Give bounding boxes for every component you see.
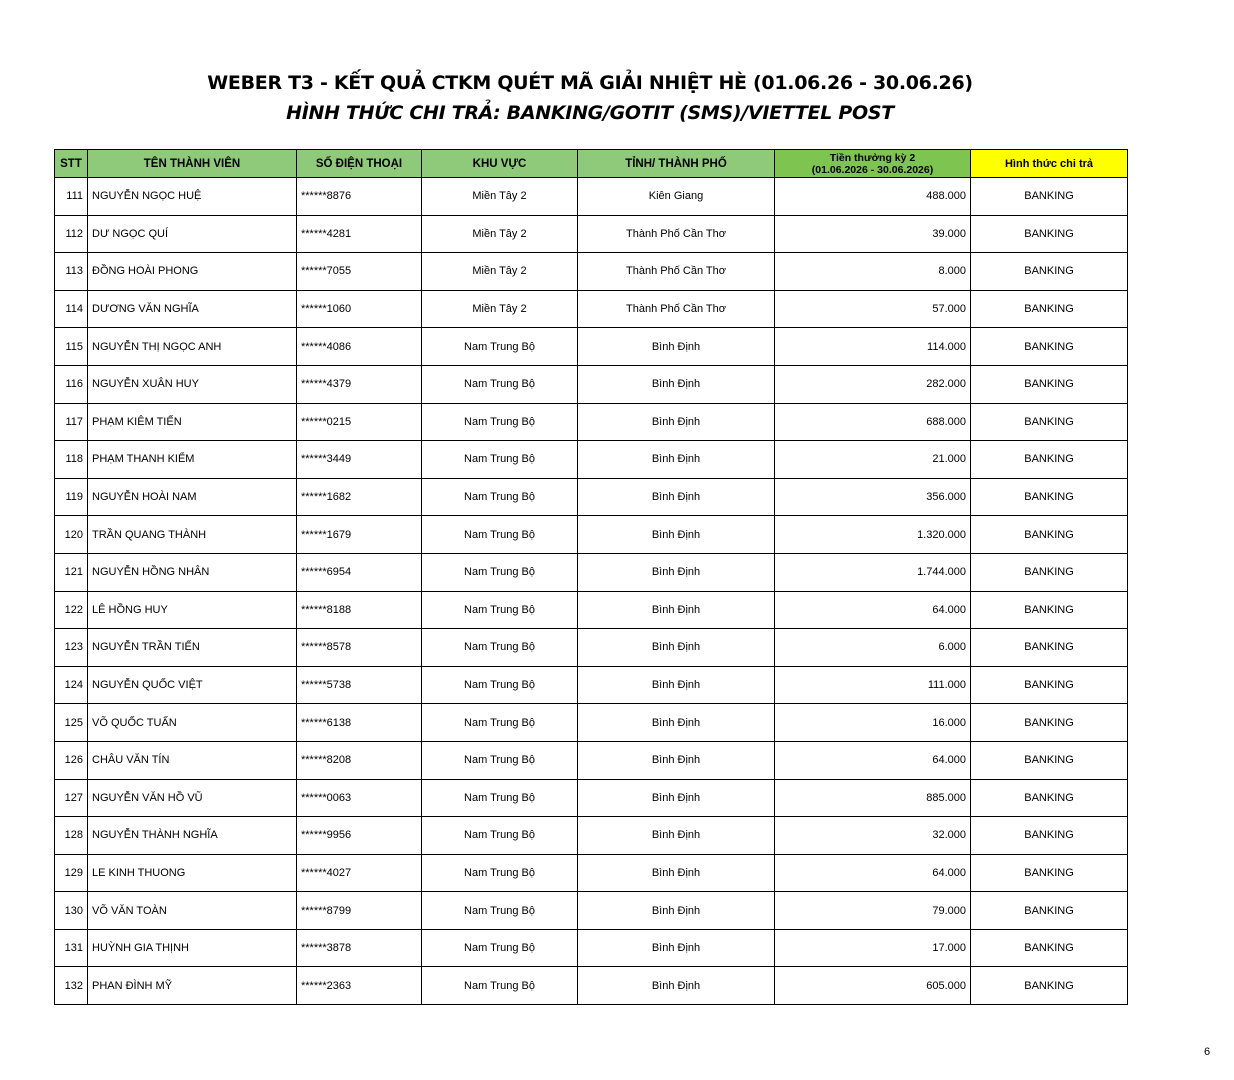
cell-region: Nam Trung Bộ: [422, 892, 578, 930]
cell-phone: ******6138: [297, 704, 422, 742]
cell-reward-amount: 8.000: [775, 253, 971, 291]
cell-member-name: VÕ VĂN TOÀN: [88, 892, 297, 930]
header-stt: STT: [55, 150, 88, 178]
cell-stt: 119: [55, 478, 88, 516]
cell-region: Nam Trung Bộ: [422, 328, 578, 366]
document-subtitle: HÌNH THỨC CHI TRẢ: BANKING/GOTIT (SMS)/VIETTEL POST: [286, 102, 894, 124]
cell-phone: ******8876: [297, 178, 422, 216]
cell-payment-method: BANKING: [971, 666, 1128, 704]
table-row: [55, 328, 1128, 366]
cell-member-name: NGUYỄN VĂN HỒ VŨ: [88, 779, 297, 817]
cell-phone: ******4379: [297, 365, 422, 403]
table-header: [55, 150, 1128, 178]
table-row: [55, 290, 1128, 328]
cell-reward-amount: 64.000: [775, 741, 971, 779]
cell-payment-method: BANKING: [971, 478, 1128, 516]
cell-phone: ******0215: [297, 403, 422, 441]
cell-province: Bình Định: [578, 516, 775, 554]
cell-payment-method: BANKING: [971, 704, 1128, 742]
cell-stt: 126: [55, 741, 88, 779]
cell-region: Nam Trung Bộ: [422, 929, 578, 967]
table-row: [55, 253, 1128, 291]
cell-member-name: HUỲNH GIA THỊNH: [88, 929, 297, 967]
cell-stt: 121: [55, 553, 88, 591]
cell-member-name: PHẠM KIÊM TIẾN: [88, 403, 297, 441]
table-row: [55, 365, 1128, 403]
cell-payment-method: BANKING: [971, 741, 1128, 779]
table-row: [55, 403, 1128, 441]
cell-region: Nam Trung Bộ: [422, 779, 578, 817]
header-reward-line2: (01.06.2026 - 30.06.2026): [811, 163, 934, 176]
cell-province: Bình Định: [578, 967, 775, 1005]
cell-stt: 116: [55, 365, 88, 403]
cell-member-name: NGUYỄN XUÂN HUY: [88, 365, 297, 403]
cell-stt: 125: [55, 704, 88, 742]
cell-region: Nam Trung Bộ: [422, 854, 578, 892]
cell-stt: 117: [55, 403, 88, 441]
cell-reward-amount: 605.000: [775, 967, 971, 1005]
cell-region: Nam Trung Bộ: [422, 403, 578, 441]
cell-stt: 132: [55, 967, 88, 1005]
document-title: WEBER T3 - KẾT QUẢ CTKM QUÉT MÃ GIẢI NHIỆT HÈ (01.06.26 - 30.06.26): [207, 72, 973, 94]
table-row: [55, 516, 1128, 554]
cell-stt: 124: [55, 666, 88, 704]
results-table: [54, 149, 1128, 1005]
cell-province: Bình Định: [578, 704, 775, 742]
cell-payment-method: BANKING: [971, 215, 1128, 253]
cell-member-name: LÊ HỒNG HUY: [88, 591, 297, 629]
cell-stt: 118: [55, 441, 88, 479]
cell-reward-amount: 356.000: [775, 478, 971, 516]
cell-phone: ******5738: [297, 666, 422, 704]
header-row: [55, 150, 1128, 178]
cell-payment-method: BANKING: [971, 328, 1128, 366]
cell-stt: 113: [55, 253, 88, 291]
header-payment: Hình thức chi trả: [971, 150, 1128, 178]
cell-member-name: NGUYỄN THÀNH NGHĨA: [88, 817, 297, 855]
cell-reward-amount: 16.000: [775, 704, 971, 742]
cell-province: Bình Định: [578, 328, 775, 366]
table-row: [55, 441, 1128, 479]
header-reward-line1: Tiền thưởng kỳ 2: [829, 151, 916, 164]
cell-phone: ******1679: [297, 516, 422, 554]
cell-province: Bình Định: [578, 591, 775, 629]
table-row: [55, 629, 1128, 667]
cell-reward-amount: 32.000: [775, 817, 971, 855]
cell-region: Miền Tây 2: [422, 215, 578, 253]
cell-phone: ******4086: [297, 328, 422, 366]
cell-phone: ******4027: [297, 854, 422, 892]
cell-reward-amount: 1.744.000: [775, 553, 971, 591]
cell-region: Nam Trung Bộ: [422, 516, 578, 554]
cell-phone: ******8188: [297, 591, 422, 629]
page-number: 6: [1204, 1046, 1211, 1058]
cell-reward-amount: 17.000: [775, 929, 971, 967]
cell-reward-amount: 282.000: [775, 365, 971, 403]
cell-phone: ******7055: [297, 253, 422, 291]
cell-stt: 128: [55, 817, 88, 855]
cell-reward-amount: 6.000: [775, 629, 971, 667]
cell-reward-amount: 688.000: [775, 403, 971, 441]
cell-province: Bình Định: [578, 441, 775, 479]
cell-member-name: DƯƠNG VĂN NGHĨA: [88, 290, 297, 328]
table-row: [55, 178, 1128, 216]
cell-member-name: DƯ NGỌC QUÍ: [88, 215, 297, 253]
table-row: [55, 817, 1128, 855]
table-row: [55, 929, 1128, 967]
cell-phone: ******6954: [297, 553, 422, 591]
cell-payment-method: BANKING: [971, 253, 1128, 291]
table-row: [55, 591, 1128, 629]
cell-region: Miền Tây 2: [422, 253, 578, 291]
cell-region: Nam Trung Bộ: [422, 365, 578, 403]
cell-province: Bình Định: [578, 365, 775, 403]
table-row: [55, 892, 1128, 930]
cell-stt: 130: [55, 892, 88, 930]
cell-province: Bình Định: [578, 817, 775, 855]
table-body: [55, 178, 1128, 1005]
cell-province: Bình Định: [578, 478, 775, 516]
cell-reward-amount: 79.000: [775, 892, 971, 930]
cell-region: Miền Tây 2: [422, 290, 578, 328]
cell-phone: ******2363: [297, 967, 422, 1005]
cell-province: Thành Phố Cần Thơ: [578, 253, 775, 291]
cell-reward-amount: 488.000: [775, 178, 971, 216]
header-reward: [775, 150, 971, 178]
table-row: [55, 666, 1128, 704]
cell-reward-amount: 57.000: [775, 290, 971, 328]
table-row: [55, 553, 1128, 591]
cell-stt: 111: [55, 178, 88, 216]
cell-member-name: NGUYỄN HỒNG NHÂN: [88, 553, 297, 591]
table-row: [55, 215, 1128, 253]
cell-member-name: LE KINH THUONG: [88, 854, 297, 892]
cell-payment-method: BANKING: [971, 516, 1128, 554]
header-province: TỈNH/ THÀNH PHỐ: [578, 150, 775, 178]
cell-reward-amount: 114.000: [775, 328, 971, 366]
cell-province: Bình Định: [578, 666, 775, 704]
cell-phone: ******3878: [297, 929, 422, 967]
cell-region: Nam Trung Bộ: [422, 591, 578, 629]
cell-reward-amount: 1.320.000: [775, 516, 971, 554]
cell-payment-method: BANKING: [971, 290, 1128, 328]
cell-payment-method: BANKING: [971, 553, 1128, 591]
cell-province: Bình Định: [578, 892, 775, 930]
cell-region: Nam Trung Bộ: [422, 629, 578, 667]
cell-region: Nam Trung Bộ: [422, 704, 578, 742]
cell-payment-method: BANKING: [971, 929, 1128, 967]
cell-payment-method: BANKING: [971, 892, 1128, 930]
cell-phone: ******8799: [297, 892, 422, 930]
cell-member-name: NGUYỄN NGỌC HUỆ: [88, 178, 297, 216]
cell-phone: ******1060: [297, 290, 422, 328]
header-phone: SỐ ĐIỆN THOẠI: [297, 150, 422, 178]
table-row: [55, 967, 1128, 1005]
cell-province: Bình Định: [578, 553, 775, 591]
cell-payment-method: BANKING: [971, 817, 1128, 855]
cell-member-name: CHÂU VĂN TÍN: [88, 741, 297, 779]
cell-reward-amount: 64.000: [775, 591, 971, 629]
table-row: [55, 741, 1128, 779]
cell-stt: 129: [55, 854, 88, 892]
cell-member-name: TRẦN QUANG THÀNH: [88, 516, 297, 554]
cell-member-name: NGUYỄN TRẦN TIẾN: [88, 629, 297, 667]
table-row: [55, 779, 1128, 817]
cell-payment-method: BANKING: [971, 441, 1128, 479]
cell-member-name: PHẠM THANH KIỂM: [88, 441, 297, 479]
cell-reward-amount: 111.000: [775, 666, 971, 704]
cell-stt: 123: [55, 629, 88, 667]
cell-province: Kiên Giang: [578, 178, 775, 216]
cell-phone: ******8208: [297, 741, 422, 779]
cell-province: Bình Định: [578, 779, 775, 817]
table-row: [55, 854, 1128, 892]
cell-stt: 120: [55, 516, 88, 554]
cell-member-name: NGUYỄN THỊ NGỌC ANH: [88, 328, 297, 366]
cell-province: Bình Định: [578, 741, 775, 779]
cell-stt: 127: [55, 779, 88, 817]
header-name: TÊN THÀNH VIÊN: [88, 150, 297, 178]
cell-payment-method: BANKING: [971, 591, 1128, 629]
cell-payment-method: BANKING: [971, 403, 1128, 441]
header-region: KHU VỰC: [422, 150, 578, 178]
cell-region: Nam Trung Bộ: [422, 441, 578, 479]
cell-region: Nam Trung Bộ: [422, 967, 578, 1005]
cell-reward-amount: 885.000: [775, 779, 971, 817]
cell-region: Miền Tây 2: [422, 178, 578, 216]
table-row: [55, 704, 1128, 742]
cell-province: Bình Định: [578, 403, 775, 441]
cell-region: Nam Trung Bộ: [422, 817, 578, 855]
cell-payment-method: BANKING: [971, 779, 1128, 817]
cell-province: Thành Phố Cần Thơ: [578, 290, 775, 328]
cell-member-name: NGUYỄN HOÀI NAM: [88, 478, 297, 516]
cell-reward-amount: 39.000: [775, 215, 971, 253]
cell-payment-method: BANKING: [971, 854, 1128, 892]
cell-member-name: ĐỒNG HOÀI PHONG: [88, 253, 297, 291]
table-row: [55, 478, 1128, 516]
cell-payment-method: BANKING: [971, 178, 1128, 216]
cell-stt: 115: [55, 328, 88, 366]
cell-province: Thành Phố Cần Thơ: [578, 215, 775, 253]
cell-phone: ******4281: [297, 215, 422, 253]
cell-reward-amount: 21.000: [775, 441, 971, 479]
cell-stt: 131: [55, 929, 88, 967]
cell-member-name: NGUYỄN QUỐC VIỆT: [88, 666, 297, 704]
cell-phone: ******8578: [297, 629, 422, 667]
cell-phone: ******9956: [297, 817, 422, 855]
cell-region: Nam Trung Bộ: [422, 666, 578, 704]
cell-member-name: PHAN ĐÌNH MỸ: [88, 967, 297, 1005]
cell-region: Nam Trung Bộ: [422, 741, 578, 779]
cell-payment-method: BANKING: [971, 365, 1128, 403]
cell-province: Bình Định: [578, 629, 775, 667]
cell-payment-method: BANKING: [971, 629, 1128, 667]
cell-phone: ******3449: [297, 441, 422, 479]
cell-phone: ******0063: [297, 779, 422, 817]
cell-province: Bình Định: [578, 854, 775, 892]
cell-stt: 114: [55, 290, 88, 328]
cell-stt: 122: [55, 591, 88, 629]
cell-region: Nam Trung Bộ: [422, 478, 578, 516]
cell-phone: ******1682: [297, 478, 422, 516]
cell-stt: 112: [55, 215, 88, 253]
cell-province: Bình Định: [578, 929, 775, 967]
cell-payment-method: BANKING: [971, 967, 1128, 1005]
cell-region: Nam Trung Bộ: [422, 553, 578, 591]
cell-member-name: VÕ QUỐC TUẤN: [88, 704, 297, 742]
cell-reward-amount: 64.000: [775, 854, 971, 892]
